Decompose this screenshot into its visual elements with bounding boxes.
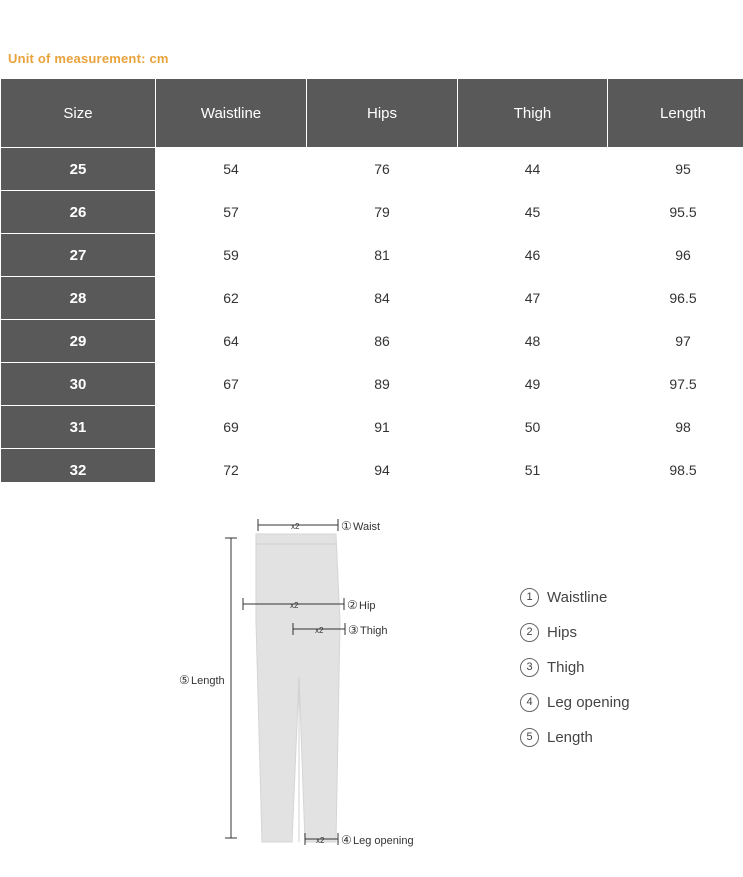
waist-label: Waist	[353, 521, 381, 533]
thigh-label: Thigh	[360, 625, 388, 637]
hip-label: Hip	[359, 600, 376, 612]
column-header-size: Size	[1, 79, 156, 148]
cell-hips: 89	[307, 363, 458, 406]
cell-hips: 91	[307, 406, 458, 449]
table-row	[1, 406, 743, 449]
legend-label-thigh: Thigh	[547, 659, 585, 676]
leg-opening-label: Leg opening	[353, 835, 414, 847]
legend-number-3-icon: 3	[520, 658, 539, 677]
table-header-row	[1, 79, 743, 148]
cell-length: 98.5	[608, 449, 743, 492]
column-header-thigh: Thigh	[458, 79, 608, 148]
cell-waistline: 69	[156, 406, 307, 449]
cell-size: 26	[1, 191, 156, 234]
legend-item-length	[520, 720, 730, 755]
cell-waistline: 59	[156, 234, 307, 277]
cell-hips: 79	[307, 191, 458, 234]
cell-hips: 84	[307, 277, 458, 320]
legend-number-1-icon: 1	[520, 588, 539, 607]
legend-item-hips	[520, 615, 730, 650]
table-body	[1, 148, 743, 492]
cell-size: 30	[1, 363, 156, 406]
cell-hips: 94	[307, 449, 458, 492]
legend-label-leg-opening: Leg opening	[547, 694, 630, 711]
cell-waistline: 67	[156, 363, 307, 406]
cell-size: 29	[1, 320, 156, 363]
cell-size: 27	[1, 234, 156, 277]
cell-waistline: 57	[156, 191, 307, 234]
legend-label-waistline: Waistline	[547, 589, 608, 606]
column-header-length: Length	[608, 79, 743, 148]
hip-number-icon: ②	[347, 598, 358, 612]
leg-opening-multiplier-label: x2	[316, 836, 325, 845]
cell-thigh: 47	[458, 277, 608, 320]
length-label: Length	[191, 675, 225, 687]
legend-number-5-icon: 5	[520, 728, 539, 747]
table-row	[1, 191, 743, 234]
table-row	[1, 148, 743, 191]
legend-item-waistline	[520, 580, 730, 615]
cell-waistline: 62	[156, 277, 307, 320]
cell-size: 28	[1, 277, 156, 320]
legend-label-hips: Hips	[547, 624, 578, 641]
table-row	[1, 320, 743, 363]
cell-waistline: 72	[156, 449, 307, 492]
cell-hips: 81	[307, 234, 458, 277]
cell-length: 98	[608, 406, 743, 449]
cell-size: 31	[1, 406, 156, 449]
thigh-multiplier-label: x2	[315, 626, 324, 635]
cell-waistline: 54	[156, 148, 307, 191]
table-row	[1, 277, 743, 320]
cell-hips: 86	[307, 320, 458, 363]
column-header-hips: Hips	[307, 79, 458, 148]
cell-length: 97	[608, 320, 743, 363]
cell-thigh: 49	[458, 363, 608, 406]
legend-label-length: Length	[547, 729, 593, 746]
table-row	[1, 234, 743, 277]
cell-thigh: 46	[458, 234, 608, 277]
waist-number-icon: ①	[341, 519, 352, 533]
legend-number-4-icon: 4	[520, 693, 539, 712]
cell-length: 97.5	[608, 363, 743, 406]
cell-thigh: 44	[458, 148, 608, 191]
cell-waistline: 64	[156, 320, 307, 363]
measurement-legend	[520, 580, 730, 755]
cell-size: 32	[1, 449, 156, 492]
pants-silhouette	[256, 534, 340, 842]
cell-thigh: 45	[458, 191, 608, 234]
cell-length: 96.5	[608, 277, 743, 320]
waist-multiplier-label: x2	[291, 522, 300, 531]
cell-thigh: 48	[458, 320, 608, 363]
unit-of-measurement-note: Unit of measurement: cm	[8, 51, 169, 66]
legend-number-2-icon: 2	[520, 623, 539, 642]
leg-opening-number-icon: ④	[341, 833, 352, 847]
cell-thigh: 50	[458, 406, 608, 449]
legend-item-leg-opening	[520, 685, 730, 720]
cell-hips: 76	[307, 148, 458, 191]
cell-length: 95.5	[608, 191, 743, 234]
size-chart-table	[0, 78, 743, 492]
thigh-number-icon: ③	[348, 623, 359, 637]
cell-size: 25	[1, 148, 156, 191]
length-number-icon: ⑤	[179, 673, 190, 687]
table-header	[1, 79, 743, 148]
cell-length: 96	[608, 234, 743, 277]
cell-thigh: 51	[458, 449, 608, 492]
cell-length: 95	[608, 148, 743, 191]
table-row	[1, 363, 743, 406]
legend-item-thigh	[520, 650, 730, 685]
column-header-waistline: Waistline	[156, 79, 307, 148]
hip-multiplier-label: x2	[290, 601, 299, 610]
